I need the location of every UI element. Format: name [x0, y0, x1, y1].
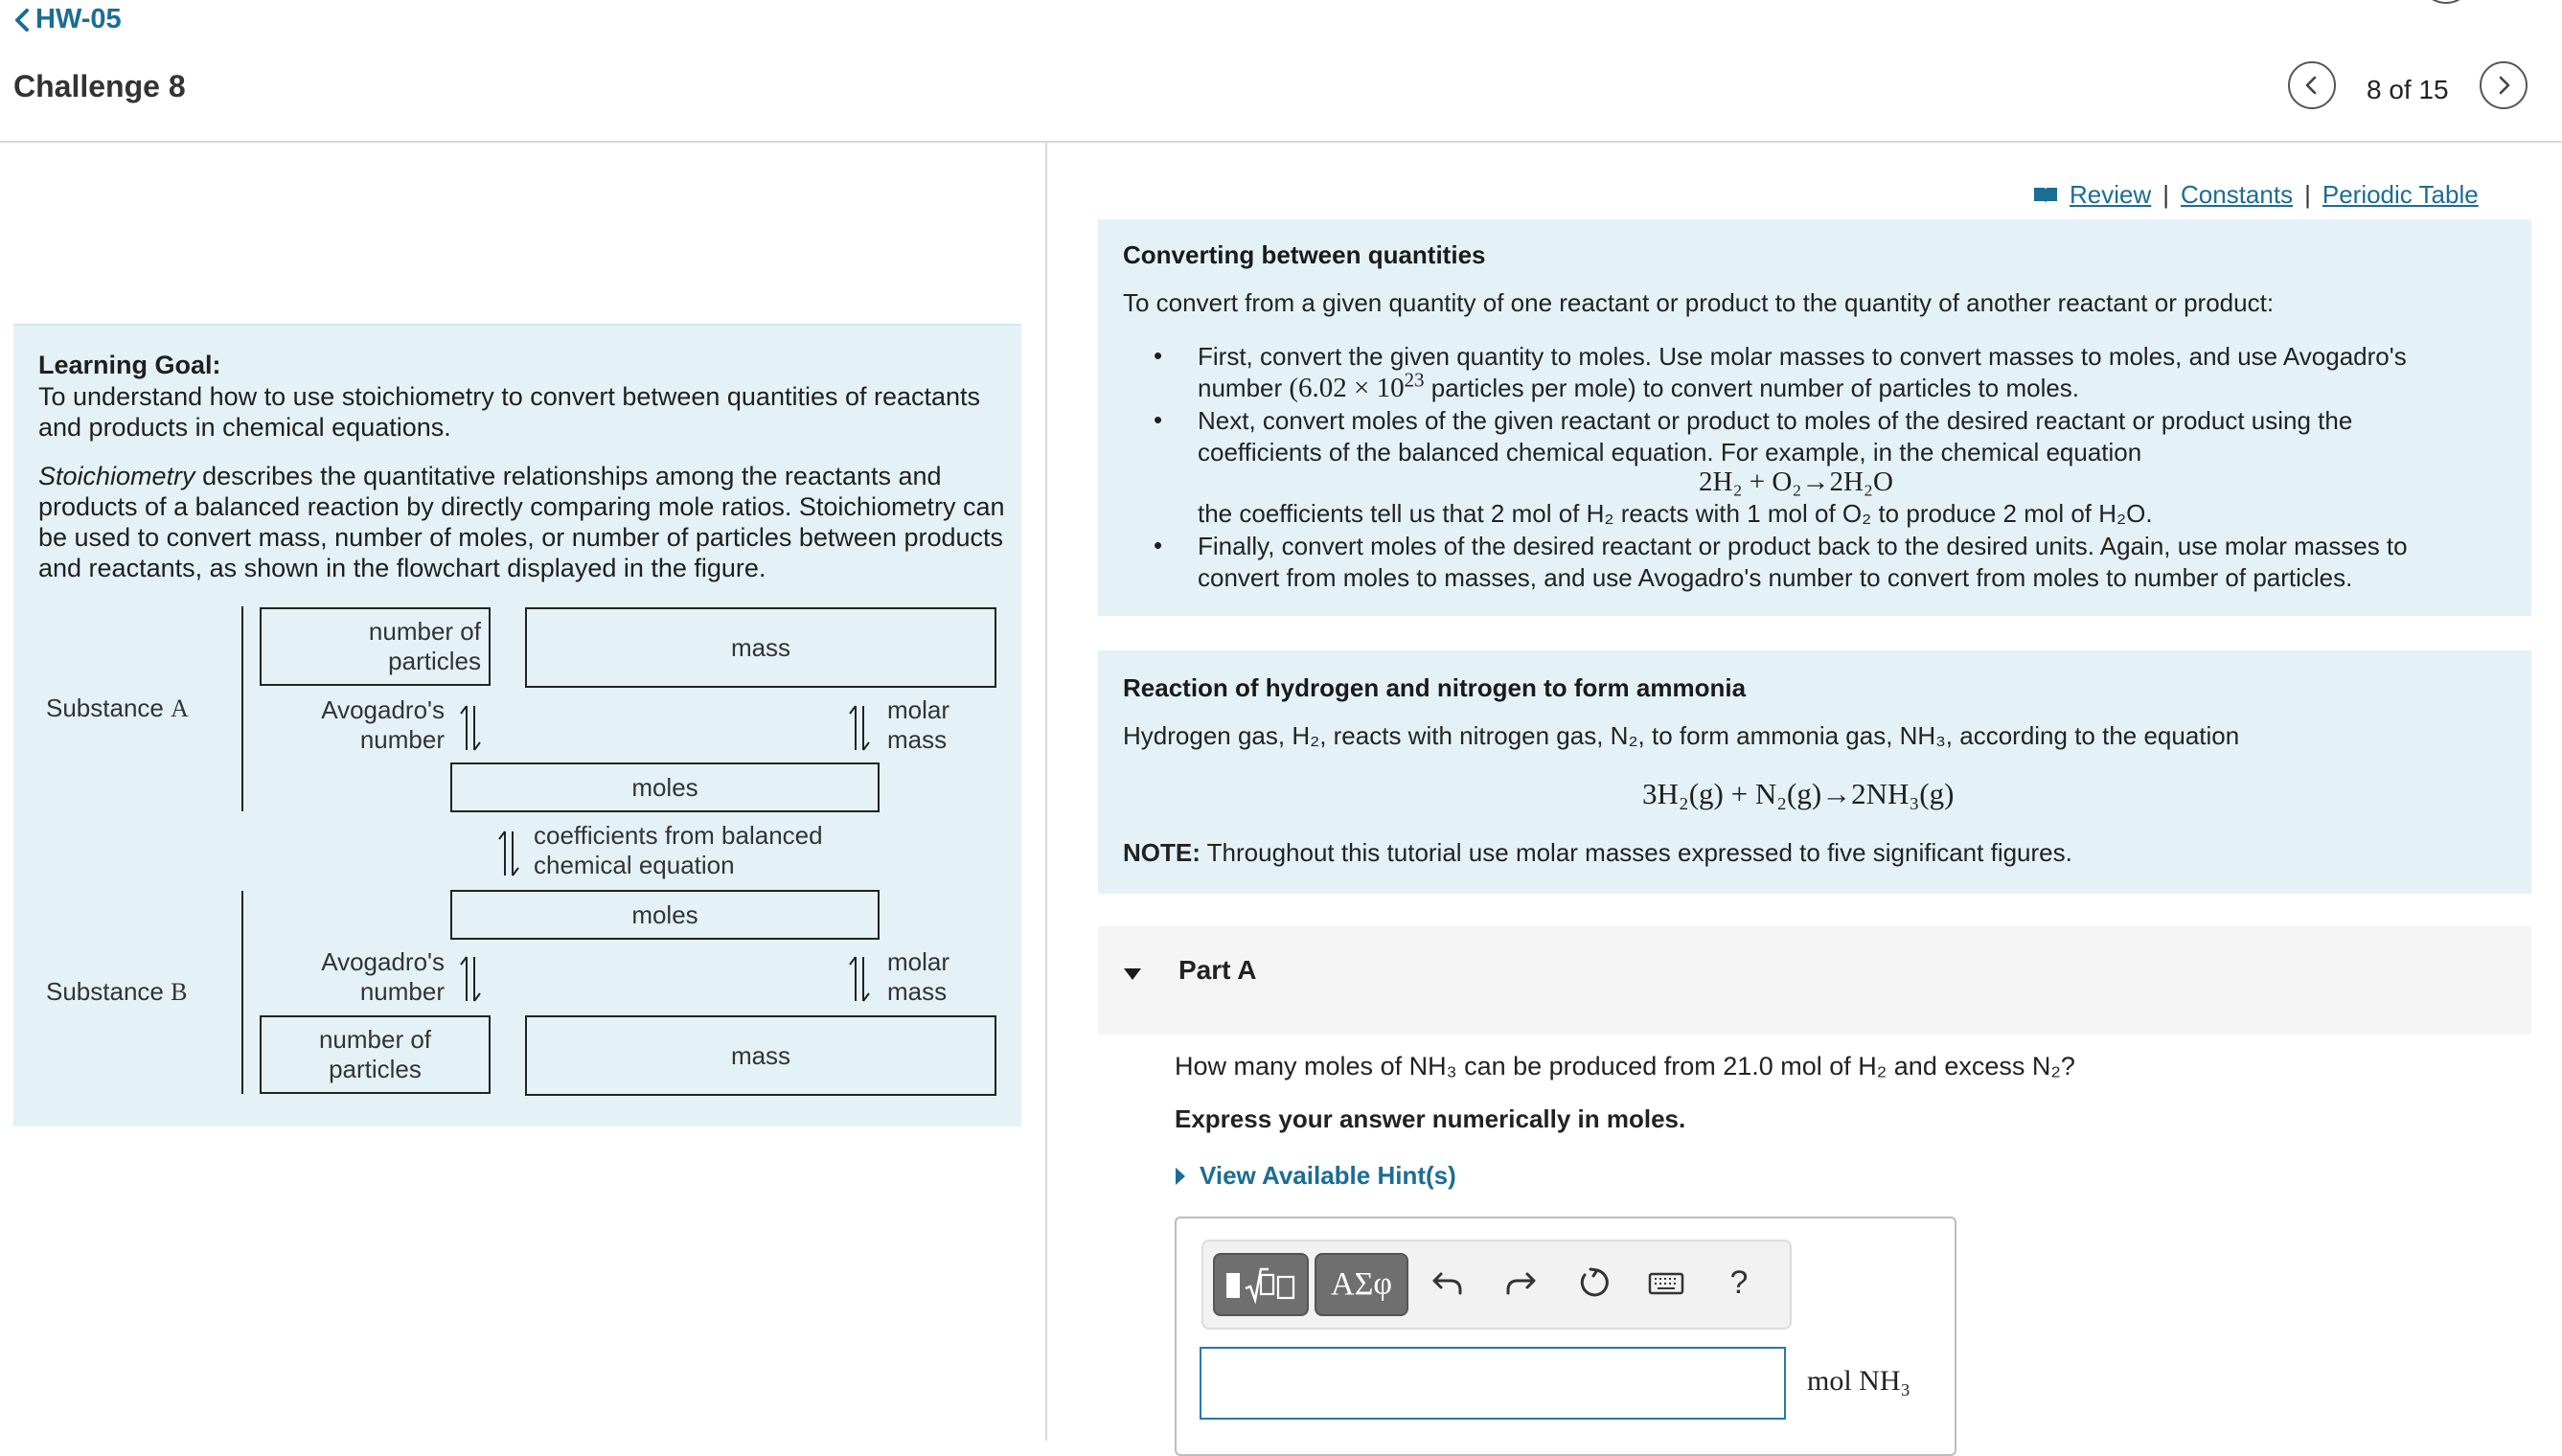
chevron-left-icon: [2301, 75, 2322, 96]
reference-links: [2033, 180, 2479, 210]
bullet-marker: •: [1154, 405, 1163, 434]
bullet-marker: •: [1154, 531, 1163, 559]
item-pager-text: 8 of 15: [2367, 75, 2449, 104]
back-link-label: HW-05: [35, 4, 122, 34]
keyboard-icon: [1648, 1264, 1684, 1301]
avogadro-label-b: Avogadro's number: [321, 947, 445, 1006]
answer-input[interactable]: [1200, 1347, 1786, 1420]
column-divider: [1045, 143, 1047, 1441]
stoichiometry-description: [38, 461, 1006, 583]
avogadro-label-a: Avogadro's number: [321, 695, 445, 754]
templates-icon: [1221, 1262, 1301, 1308]
moles-box-a: moles: [450, 762, 880, 812]
view-hints-label: View Available Hint(s): [1200, 1161, 1456, 1190]
periodic-table-link[interactable]: Periodic Table: [2322, 180, 2479, 209]
substance-a-label: Substance A: [46, 694, 189, 722]
math-toolbar: [1201, 1240, 1792, 1330]
molar-mass-label-b: molar mass: [887, 947, 950, 1006]
substance-b-label: Substance B: [46, 977, 188, 1006]
reaction-heading: Reaction of hydrogen and nitrogen to form ammonia: [1123, 673, 1747, 702]
answer-instruction: Express your answer numerically in moles.: [1175, 1104, 1686, 1133]
previous-item-button[interactable]: [2288, 61, 2336, 109]
header-divider: [0, 141, 2562, 143]
substance-b-bracket: [241, 891, 243, 1094]
note-text: NOTE: Throughout this tutorial use molar masses expressed to five significant figures.: [1123, 838, 2072, 867]
link-separator: |: [2162, 180, 2170, 209]
next-item-button[interactable]: [2480, 61, 2528, 109]
page-title: Challenge 8: [13, 69, 186, 103]
double-arrow-icon: [459, 953, 482, 1005]
chevron-left-icon: [12, 8, 32, 33]
reset-button[interactable]: [1569, 1259, 1617, 1307]
molar-mass-label-a: molar mass: [887, 695, 950, 754]
part-a-label: Part A: [1178, 955, 1257, 985]
undo-icon: [1430, 1264, 1466, 1301]
reaction-equation: 3H₂(g) + N₂(g)→2NH₃(g): [1642, 777, 1955, 810]
caret-down-icon: [1123, 967, 1142, 982]
bullet-marker: •: [1154, 341, 1163, 370]
reaction-text: Hydrogen gas, H₂, reacts with nitrogen gas, N₂, to form ammonia gas, NH₃, according to the equation: [1123, 721, 2240, 750]
account-icon[interactable]: [2419, 0, 2473, 4]
reaction-panel: [1098, 650, 2531, 894]
coefficients-sentence: the coefficients tell us that 2 mol of H₂ reacts with 1 mol of O₂ to produce 2 mol of H₂O.: [1198, 499, 2153, 528]
templates-button[interactable]: [1213, 1253, 1309, 1316]
review-link[interactable]: Review: [2070, 180, 2152, 209]
mass-box-a: mass: [525, 607, 996, 688]
bullet-three-text: Finally, convert moles of the desired reactant or product back to the desired units. Again, use molar masses to convert from moles to masses, and use Avogadro's number to convert from moles to number of particles.: [1198, 532, 2408, 592]
symbols-button[interactable]: ΑΣφ: [1315, 1253, 1408, 1316]
particles-box-a: number of particles: [260, 607, 491, 686]
converting-intro: To convert from a given quantity of one reactant or product to the quantity of another reactant or product:: [1123, 288, 2275, 317]
part-a-toggle[interactable]: [1098, 926, 2531, 1035]
answer-unit: mol NH₃: [1807, 1365, 1910, 1397]
example-equation: 2H₂ + O₂→2H₂O: [1699, 466, 1893, 497]
keyboard-button[interactable]: [1642, 1259, 1690, 1307]
book-icon: [2033, 186, 2058, 205]
view-hints-link[interactable]: [1175, 1161, 1456, 1191]
bullet-two-text: Next, convert moles of the given reactant or product to moles of the desired reactant or product using the coefficients of the balanced chemical equation. For example, in the chemical equation: [1198, 406, 2353, 466]
redo-button[interactable]: [1497, 1259, 1544, 1307]
question-text: How many moles of NH₃ can be produced from 21.0 mol of H₂ and excess N₂?: [1175, 1052, 2075, 1081]
double-arrow-icon: [848, 953, 871, 1005]
reset-icon: [1575, 1264, 1612, 1301]
mass-box-b: mass: [525, 1015, 996, 1096]
double-arrow-icon: [497, 828, 520, 879]
back-to-assignment-link[interactable]: [12, 4, 122, 35]
undo-button[interactable]: [1424, 1259, 1472, 1307]
double-arrow-icon: [459, 702, 482, 754]
note-label: NOTE:: [1123, 838, 1201, 867]
coefficients-label: coefficients from balanced chemical equation: [534, 821, 823, 879]
particles-box-b: number of particles: [260, 1015, 491, 1094]
constants-link[interactable]: Constants: [2181, 180, 2294, 209]
double-arrow-icon: [848, 702, 871, 754]
help-button[interactable]: ?: [1729, 1263, 1749, 1301]
moles-box-b: moles: [450, 890, 880, 940]
stoichiometry-body: describes the quantitative relationships among the reactants and products of a balanced reaction by directly comparing mole ratios. Stoichiometry can be used to convert mass, number of moles, or number of particles between products and reactants, as shown in the flowchart displayed in the figure.: [38, 462, 1005, 582]
learning-goal-heading: Learning Goal:: [38, 351, 221, 379]
converting-quantities-panel: [1098, 219, 2531, 616]
chevron-right-icon: [2493, 75, 2514, 96]
stoichiometry-term: Stoichiometry: [38, 462, 195, 490]
converting-heading: Converting between quantities: [1123, 240, 1486, 269]
bullet-one-text: First, convert the given quantity to moles. Use molar masses to convert masses to moles, and use Avogadro's number ($6.02 \times 10^{23}$ particles per mole) to convert number of particles to moles.: [1198, 342, 2407, 403]
link-separator: |: [2304, 180, 2311, 209]
learning-goal-text: To understand how to use stoichiometry to convert between quantities of reactants and products in chemical equations.: [38, 382, 981, 442]
substance-a-bracket: [241, 606, 243, 811]
caret-right-icon: [1175, 1167, 1186, 1186]
redo-icon: [1502, 1264, 1539, 1301]
